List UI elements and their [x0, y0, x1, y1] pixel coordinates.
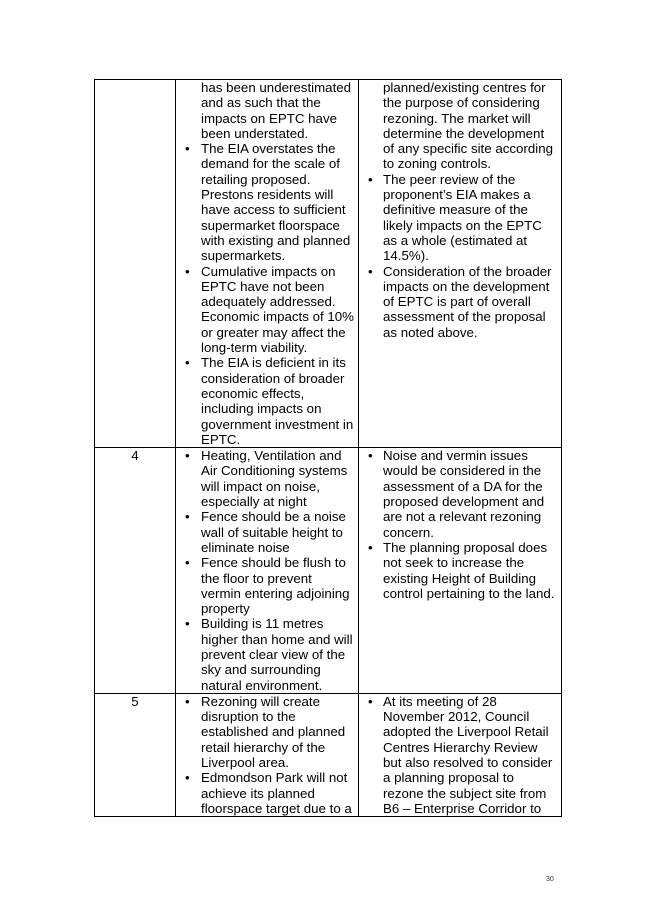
issues-list — [176, 141, 358, 447]
issues-list — [176, 694, 358, 816]
response-list — [359, 172, 561, 340]
list-item: • Building is 11 metres higher than home and will prevent clear view of the sky and surrounding natural environment. — [185, 616, 353, 693]
list-item: • Rezoning will create disruption to the established and planned retail hierarchy of the Liverpool area. — [185, 693, 346, 771]
issues-list — [176, 448, 358, 693]
list-item: • The peer review of the proponent’s EIA makes a definitive measure of the likely impacts on the EPTC as a whole (estimated at 14.5%). — [368, 171, 542, 264]
table-row — [95, 80, 562, 448]
bullet-icon: • — [368, 448, 373, 464]
list-item: • Edmondson Park will not achieve its planned floorspace target due to a — [185, 770, 352, 816]
bullet-icon: • — [368, 171, 373, 187]
bullet-icon: • — [368, 263, 373, 279]
list-item: • The planning proposal does not seek to increase the existing Height of Building control pertaining to the land. — [368, 539, 555, 601]
bullet-icon: • — [368, 539, 373, 555]
bullet-icon: • — [185, 555, 190, 571]
list-item: • The EIA overstates the demand for the scale of retailing proposed. Prestons residents will have access to sufficient supermarket floorspace with existing and planned supermarkets. — [185, 141, 351, 264]
row-number-cell — [95, 80, 176, 448]
bullet-icon: • — [185, 448, 190, 464]
response-continuation-text: planned/existing centres for the purpose of considering rezoning. The market will determine the development of any specific site according to zoning controls. — [383, 80, 553, 172]
issues-cell — [176, 448, 359, 694]
row-number-cell: 4 — [95, 448, 176, 694]
list-item: • The EIA is deficient in its consideration of broader economic effects, including impacts on government investment in EPTC. — [185, 355, 354, 447]
response-cell — [359, 80, 562, 448]
response-list — [359, 694, 561, 816]
response-cell — [359, 693, 562, 816]
submissions-table — [94, 79, 562, 817]
row-number-cell: 5 — [95, 693, 176, 816]
bullet-icon: • — [185, 770, 190, 786]
table-row — [95, 693, 562, 816]
page-number: 30 — [546, 876, 554, 883]
list-item: • Fence should be a noise wall of suitable height to eliminate noise — [185, 509, 346, 555]
bullet-icon: • — [185, 509, 190, 525]
list-item: • Fence should be flush to the floor to prevent vermin entering adjoining property — [185, 555, 350, 617]
bullet-icon: • — [185, 355, 190, 371]
bullet-icon: • — [368, 693, 373, 709]
issues-continuation-text: has been underestimated and as such that the impacts on EPTC have been understated. — [201, 80, 352, 141]
list-item: • At its meeting of 28 November 2012, Council adopted the Liverpool Retail Centres Hierarchy Review but also resolved to consider a planning proposal to rezone the subject site from B6 – Enterprise Corridor to — [368, 693, 553, 816]
bullet-icon: • — [185, 616, 190, 632]
table-row — [95, 448, 562, 694]
bullet-icon: • — [185, 693, 190, 709]
bullet-icon: • — [185, 141, 190, 157]
list-item: • Consideration of the broader impacts on the development of EPTC is part of overall assessment of the proposal as noted above. — [368, 263, 552, 340]
response-list — [359, 448, 561, 601]
list-item: • Heating, Ventilation and Air Conditioning systems will impact on noise, especially at night — [185, 448, 348, 510]
issues-cell — [176, 693, 359, 816]
bullet-icon: • — [185, 263, 190, 279]
list-item: • Cumulative impacts on EPTC have not been adequately addressed. Economic impacts of 10% or greater may affect the long-term viability. — [185, 263, 354, 356]
list-item: • Noise and vermin issues would be considered in the assessment of a DA for the proposed development and are not a relevant rezoning concern. — [368, 448, 545, 540]
response-cell — [359, 448, 562, 694]
issues-cell — [176, 80, 359, 448]
